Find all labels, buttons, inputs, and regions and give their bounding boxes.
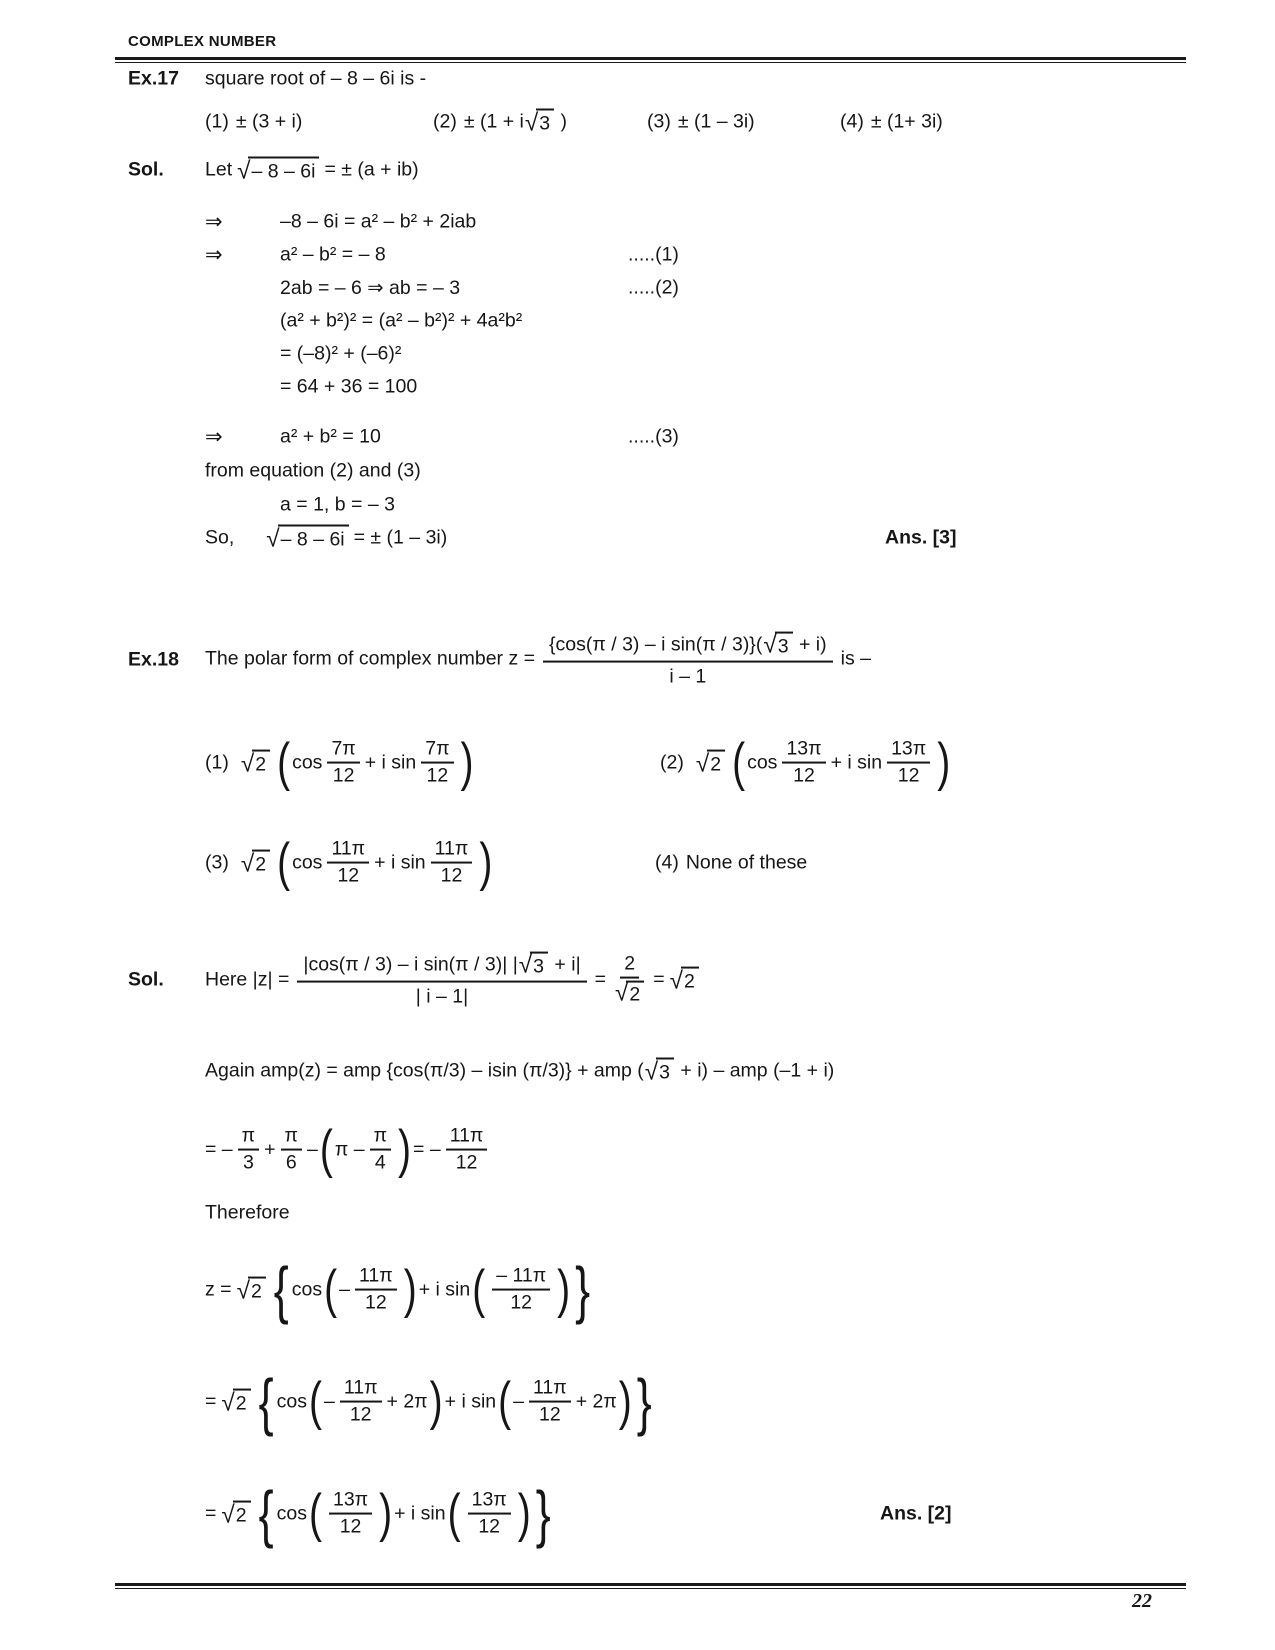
radicand: 2 [252, 750, 270, 777]
numerator-text: | [507, 953, 518, 976]
fraction-denominator: 12 [337, 865, 360, 887]
header-rule [115, 57, 1186, 63]
fraction-denominator: 12 [897, 765, 920, 787]
ex18-z3-row [0, 1468, 1275, 1560]
ex18-option-4 [655, 852, 807, 875]
fraction-numerator: 11π [529, 1378, 571, 1403]
ex17-eq-row-1 [0, 209, 1275, 235]
square-root [525, 109, 554, 136]
fraction [370, 1126, 391, 1175]
fraction-denominator: 12 [478, 1516, 501, 1538]
ex17-eq-row-4 [0, 308, 1275, 334]
numerator-text: + i| [549, 953, 581, 976]
ex17-conclusion [205, 525, 447, 552]
option-text: None of these [685, 851, 808, 874]
paren-open: ( [447, 1484, 461, 1543]
plus-isin: + i sin [444, 1390, 497, 1413]
equation-text: = – [205, 1138, 233, 1161]
equation-text: + i) – amp (–1 + i) [674, 1059, 835, 1082]
ex17-eq-row-5 [0, 341, 1275, 367]
ex17-option-2 [433, 109, 567, 136]
ex17-label: Ex.17 [128, 67, 179, 90]
square-root [241, 850, 270, 877]
square-root [763, 631, 792, 657]
page-header-title: COMPLEX NUMBER [128, 33, 277, 50]
footer-rule [115, 1583, 1186, 1589]
fraction [421, 739, 453, 788]
equation-number: .....(2) [628, 276, 679, 299]
equals-sign: = [594, 968, 607, 991]
radical-sign: √ [644, 1058, 659, 1086]
ex18-label: Ex.18 [128, 648, 179, 670]
ex17-from-row [0, 458, 1275, 484]
fraction-numerator [543, 631, 833, 662]
equation-text: = ± (1 – 3i) [353, 526, 448, 549]
radical-sign: √ [763, 631, 777, 659]
option-number: (4) [840, 110, 864, 133]
fraction-denominator: 12 [332, 765, 355, 787]
radicand: 2 [707, 750, 725, 777]
equation-text: = – [413, 1138, 441, 1161]
radical-sign: √ [669, 967, 684, 995]
let-word: Let [205, 158, 233, 181]
radicand: 3 [656, 1058, 674, 1085]
option-number: (2) [660, 751, 684, 774]
fraction-denominator: 12 [426, 765, 449, 787]
ex18-z1-row [0, 1244, 1275, 1336]
fraction-denominator: 6 [285, 1152, 297, 1174]
option-number: (3) [205, 851, 229, 874]
equation-number: .....(1) [628, 243, 679, 266]
square-root [237, 1277, 266, 1304]
fraction-denominator: 12 [440, 865, 463, 887]
radicand: 2 [233, 1501, 251, 1528]
fraction-denominator: 12 [455, 1152, 478, 1174]
fraction-denominator: 12 [510, 1292, 533, 1314]
fraction-numerator: 11π [327, 839, 369, 864]
fraction-denominator: 12 [339, 1516, 362, 1538]
paren-close: ) [479, 833, 493, 892]
radicand: 2 [233, 1389, 251, 1416]
cos-word: cos [747, 751, 778, 774]
fraction-numerator: 13π [329, 1490, 372, 1515]
plus-2pi: + 2π [386, 1390, 428, 1413]
radicand: 2 [248, 1277, 266, 1304]
ex18-z2-row [0, 1356, 1275, 1448]
fraction [329, 1490, 372, 1539]
ex17-let-equation [205, 157, 419, 184]
fraction-numerator: 13π [887, 739, 930, 764]
ex17-option-1 [205, 111, 302, 134]
fraction-denominator: 12 [365, 1292, 387, 1314]
paren-open: ( [277, 833, 291, 892]
equation-text: Here |z| = [205, 968, 290, 991]
fraction [281, 1126, 302, 1175]
equation-text: π – [334, 1138, 365, 1161]
paren-close: ) [379, 1484, 393, 1543]
ex18-options-row-2 [0, 822, 1275, 904]
ex17-eq-row-3 [0, 275, 1275, 301]
radical-sign: √ [615, 980, 629, 1008]
brace-close: } [636, 1365, 652, 1438]
z1-equation [205, 1253, 593, 1326]
equation-text: = [205, 1390, 217, 1413]
equation-text: = (–8)² + (–6)² [280, 342, 402, 365]
option-text: ± (1 – 3i) [677, 110, 755, 133]
fraction-numerator: 11π [431, 839, 473, 864]
radicand: – 8 – 6i [278, 525, 349, 552]
fraction-denominator: i – 1 [669, 665, 707, 688]
fraction-numerator: 13π [782, 739, 825, 764]
ex18-option-1 [205, 733, 476, 792]
ex17-answer: Ans. [3] [885, 526, 957, 549]
question-text: is – [840, 648, 871, 670]
radicand: 2 [252, 850, 270, 877]
paren-open: ( [732, 733, 746, 792]
fraction-denominator [611, 979, 648, 1006]
plus-isin: + i sin [394, 1502, 446, 1525]
fraction [887, 739, 930, 788]
fraction-denominator: 12 [349, 1404, 372, 1426]
implies-arrow: ⇒ [205, 425, 223, 449]
implies-arrow: ⇒ [205, 210, 223, 234]
radical-sign: √ [524, 109, 539, 137]
therefore-row [0, 1200, 1275, 1226]
fraction [468, 1490, 511, 1539]
ex17-question-text: square root of – 8 – 6i is - [205, 67, 427, 90]
equation-text: = 64 + 36 = 100 [280, 375, 418, 398]
radical-sign: √ [236, 1277, 250, 1305]
therefore-text: Therefore [205, 1201, 290, 1224]
plus-isin: + i sin [830, 751, 883, 774]
radical-sign: √ [221, 1501, 235, 1529]
option-text: ± (3 + i) [235, 110, 303, 133]
equation-text: 2ab = – 6 ⇒ ab = – 3 [280, 277, 461, 299]
ex17-sol-let-row [0, 146, 1275, 194]
solution-label: Sol. [128, 158, 164, 181]
option-number: (2) [433, 110, 457, 133]
paren-close: ) [429, 1372, 443, 1431]
paren-open: ( [324, 1260, 338, 1319]
fraction [431, 839, 473, 888]
square-root [237, 157, 319, 184]
minus-sign: – [323, 1390, 335, 1413]
numerator-text: {cos(π / 3) – i sin(π / 3)}( [549, 633, 763, 656]
fraction [611, 954, 648, 1007]
paren-close: ) [618, 1372, 632, 1431]
square-root [266, 525, 348, 552]
fraction-numerator: 11π [446, 1126, 488, 1151]
ex17-eq-row-2 [0, 242, 1275, 268]
ex17-conclusion-row [0, 514, 1275, 562]
ex18-options-row-1 [0, 722, 1275, 804]
fraction-denominator: 3 [242, 1152, 254, 1174]
fraction [355, 1266, 397, 1315]
cos-word: cos [276, 1390, 307, 1413]
paren-close: ) [937, 733, 951, 792]
paren-close: ) [557, 1260, 571, 1319]
cos-word: cos [276, 1502, 307, 1525]
fraction-numerator: π [370, 1126, 391, 1151]
minus-sign: – [306, 1138, 318, 1161]
paren-close: ) [403, 1260, 417, 1319]
ex17-options-row [0, 98, 1275, 146]
fraction [492, 1266, 550, 1315]
radicand: 2 [681, 967, 699, 994]
ex18-option-2 [660, 733, 952, 792]
equals-sign: = [653, 968, 665, 991]
equation-text: (a² + b²)² = (a² – b²)² + 4a²b² [280, 309, 523, 332]
minus-sign: – [339, 1278, 350, 1301]
equation-text: = ± (a + ib) [324, 158, 419, 181]
fraction [327, 839, 369, 888]
fraction-numerator: 7π [327, 739, 359, 764]
z3-equation [205, 1477, 554, 1550]
radicand: – 8 – 6i [248, 157, 319, 184]
brace-close: } [575, 1253, 591, 1326]
equation-text: z = [205, 1278, 232, 1301]
ex18-question-row [0, 612, 1275, 707]
radicand: 3 [536, 109, 554, 136]
brace-open: { [273, 1253, 289, 1326]
paren-open: ( [472, 1260, 486, 1319]
ex17-option-4 [840, 111, 943, 134]
page-number: 22 [1132, 1590, 1152, 1612]
solution-label: Sol. [128, 968, 164, 991]
ex17-eq-row-7 [0, 424, 1275, 450]
plus-2pi: + 2π [575, 1390, 617, 1413]
paren-open: ( [319, 1120, 333, 1179]
fraction [297, 952, 586, 1009]
equation-text: Again amp(z) = amp {cos(π/3) – isin (π/3)} + amp ( [205, 1059, 644, 1082]
radical-sign: √ [518, 951, 533, 979]
plus-isin: + i sin [364, 751, 417, 774]
square-root [645, 1058, 674, 1085]
option-number: (4) [655, 851, 679, 874]
option-number: (1) [205, 751, 229, 774]
equation-text: = [205, 1502, 217, 1525]
plus-sign: + [264, 1138, 276, 1161]
fraction [327, 739, 359, 788]
fraction-denominator: 12 [538, 1404, 561, 1426]
equation-text: –8 – 6i = a² – b² + 2iab [280, 210, 477, 233]
paren-open: ( [277, 733, 291, 792]
option-text: ) [555, 110, 568, 133]
angle-equation [205, 1120, 492, 1179]
option-number: (3) [647, 110, 671, 133]
equation-number: .....(3) [628, 425, 679, 448]
ex18-question [205, 631, 871, 688]
paren-close: ) [460, 733, 474, 792]
ex17-question-row [0, 66, 1275, 92]
radical-sign: √ [240, 750, 255, 778]
cos-word: cos [292, 751, 323, 774]
equation-text: a = 1, b = – 3 [280, 493, 395, 516]
cos-word: cos [291, 1278, 323, 1301]
equation-text: from equation (2) and (3) [205, 459, 421, 482]
fraction-numerator: 11π [355, 1266, 397, 1291]
square-root [615, 981, 644, 1006]
square-root [241, 750, 270, 777]
square-root [221, 1501, 250, 1528]
option-text: ± (1 + i [463, 110, 524, 133]
fraction [446, 1126, 488, 1175]
equation-text: a² + b² = 10 [280, 425, 381, 448]
ex17-option-3 [647, 111, 755, 134]
paren-close: ) [398, 1120, 412, 1179]
ex18-option-3 [205, 833, 494, 892]
so-word: So, [205, 526, 235, 549]
option-number: (1) [205, 110, 229, 133]
fraction [782, 739, 825, 788]
fraction [238, 1126, 259, 1175]
cos-word: cos [292, 851, 323, 874]
paren-open: ( [498, 1372, 512, 1431]
question-text: The polar form of complex number z = [205, 648, 536, 670]
radical-sign: √ [237, 157, 251, 185]
ex18-amp-row [0, 1054, 1275, 1088]
fraction-denominator: 4 [374, 1152, 386, 1174]
radicand: 3 [530, 952, 548, 978]
fraction-denominator: 12 [793, 765, 815, 787]
equation-text: a² – b² = – 8 [280, 243, 386, 266]
radical-sign: √ [240, 850, 255, 878]
radical-sign: √ [266, 525, 280, 553]
ex18-modulus-equation [205, 952, 704, 1009]
numerator-text: + i) [793, 633, 827, 656]
amp-equation [205, 1058, 834, 1085]
fraction-denominator: | i – 1| [415, 986, 469, 1008]
fraction-numerator [297, 952, 586, 983]
fraction-numerator: π [238, 1126, 259, 1151]
ex18-sol-row [0, 930, 1275, 1030]
fraction-numerator: π [281, 1126, 302, 1151]
paren-open: ( [308, 1484, 322, 1543]
square-root [221, 1389, 250, 1416]
brace-close: } [535, 1477, 551, 1550]
plus-isin: + i sin [418, 1278, 471, 1301]
ex18-answer: Ans. [2] [880, 1502, 952, 1525]
fraction-numerator: 11π [340, 1378, 382, 1403]
brace-open: { [258, 1365, 274, 1438]
numerator-text: |cos(π / 3) – i sin(π / 3)| [303, 953, 508, 976]
minus-sign: – [513, 1390, 524, 1413]
paren-open: ( [308, 1372, 322, 1431]
fraction [529, 1378, 571, 1427]
square-root [696, 750, 725, 777]
ex17-eq-row-6 [0, 374, 1275, 400]
fraction-numerator: – 11π [492, 1266, 550, 1291]
fraction-numerator: 7π [421, 739, 453, 764]
square-root [670, 967, 699, 994]
ex18-angle-row [0, 1108, 1275, 1192]
implies-arrow: ⇒ [205, 243, 223, 267]
fraction-numerator: 2 [620, 954, 639, 979]
radical-sign: √ [695, 750, 710, 778]
fraction [340, 1378, 382, 1427]
z2-equation [205, 1365, 655, 1438]
plus-isin: + i sin [374, 851, 426, 874]
fraction-numerator: 13π [468, 1490, 511, 1515]
fraction [543, 631, 833, 688]
radicand: 3 [775, 631, 793, 657]
paren-close: ) [517, 1484, 531, 1543]
brace-open: { [258, 1477, 274, 1550]
radicand: 2 [626, 981, 644, 1006]
radical-sign: √ [221, 1389, 235, 1417]
option-text: ± (1+ 3i) [870, 110, 943, 133]
square-root [519, 952, 548, 978]
